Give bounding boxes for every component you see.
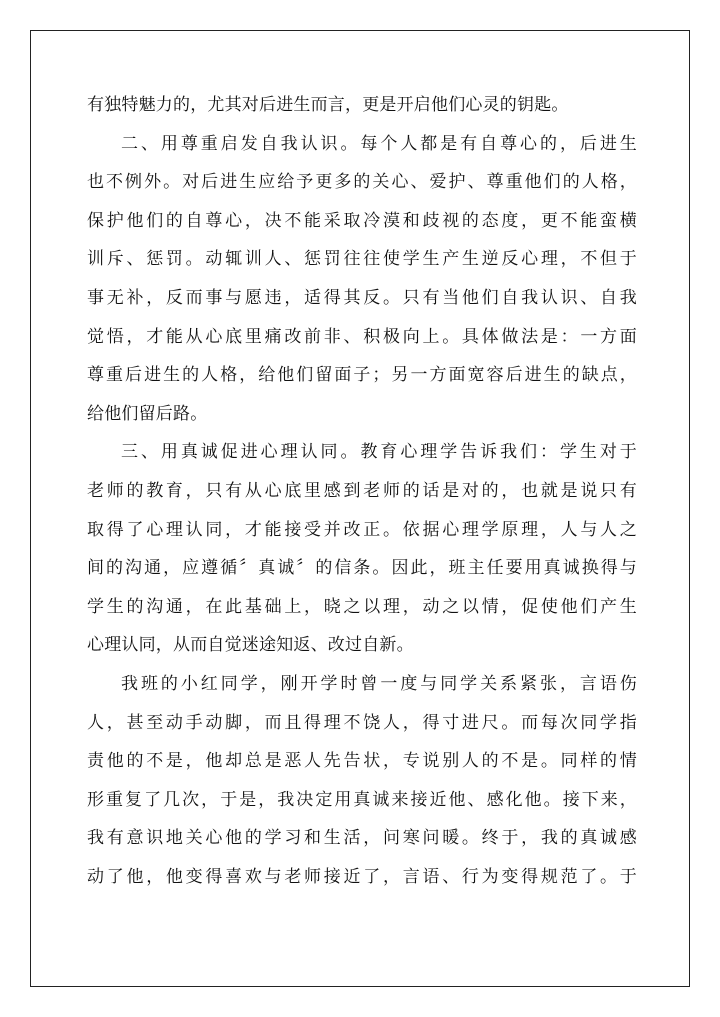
document-body — [87, 86, 637, 896]
text-line: 训斥、惩罚。动辄训人、惩罚往往使学生产生逆反心理，不但于 — [87, 249, 637, 270]
text-line: 二、用尊重启发自我认识。每个人都是有自尊心的，后进生 — [121, 133, 637, 154]
text-line: 心理认同，从而自觉迷途知返、改过自新。 — [87, 635, 414, 656]
text-line: 我班的小红同学，刚开学时曾一度与同学关系紧张，言语伤 — [121, 673, 637, 694]
text-line: 觉悟，才能从心底里痛改前非、积极向上。具体做法是：一方面 — [87, 326, 637, 347]
text-line: 人，甚至动手动脚，而且得理不饶人，得寸进尺。而每次同学指 — [87, 712, 637, 733]
text-line: 尊重后进生的人格，给他们留面子；另一方面宽容后进生的缺点， — [87, 365, 637, 386]
text-line: 保护他们的自尊心，决不能采取冷漠和歧视的态度，更不能蛮横 — [87, 210, 637, 231]
text-line: 形重复了几次，于是，我决定用真诚来接近他、感化他。接下来， — [87, 789, 637, 810]
text-line: 有独特魅力的，尤其对后进生而言，更是开启他们心灵的钥匙。 — [87, 95, 569, 115]
text-line: 间的沟通，应遵循〞真诚〞的信条。因此，班主任要用真诚换得与 — [87, 558, 637, 579]
text-line: 事无补，反而事与愿违，适得其反。只有当他们自我认识、自我 — [87, 287, 637, 308]
text-line: 三、用真诚促进心理认同。教育心理学告诉我们：学生对于 — [121, 442, 637, 463]
paragraph — [87, 125, 637, 434]
text-line: 我有意识地关心他的学习和生活，问寒问暖。终于，我的真诚感 — [87, 828, 637, 849]
paragraph — [87, 665, 637, 897]
paragraph — [87, 433, 637, 665]
paragraph — [87, 86, 637, 125]
text-line: 动了他，他变得喜欢与老师接近了，言语、行为变得规范了。于 — [87, 866, 637, 887]
text-line: 责他的不是，他却总是恶人先告状，专说别人的不是。同样的情 — [87, 751, 637, 772]
text-line: 给他们留后路。 — [87, 403, 208, 424]
text-line: 也不例外。对后进生应给予更多的关心、爱护、尊重他们的人格， — [87, 172, 637, 193]
text-line: 学生的沟通，在此基础上，晓之以理，动之以情，促使他们产生 — [87, 596, 637, 617]
text-line: 老师的教育，只有从心底里感到老师的话是对的，也就是说只有 — [87, 480, 637, 501]
text-line: 取得了心理认同，才能接受并改正。依据心理学原理，人与人之 — [87, 519, 637, 540]
